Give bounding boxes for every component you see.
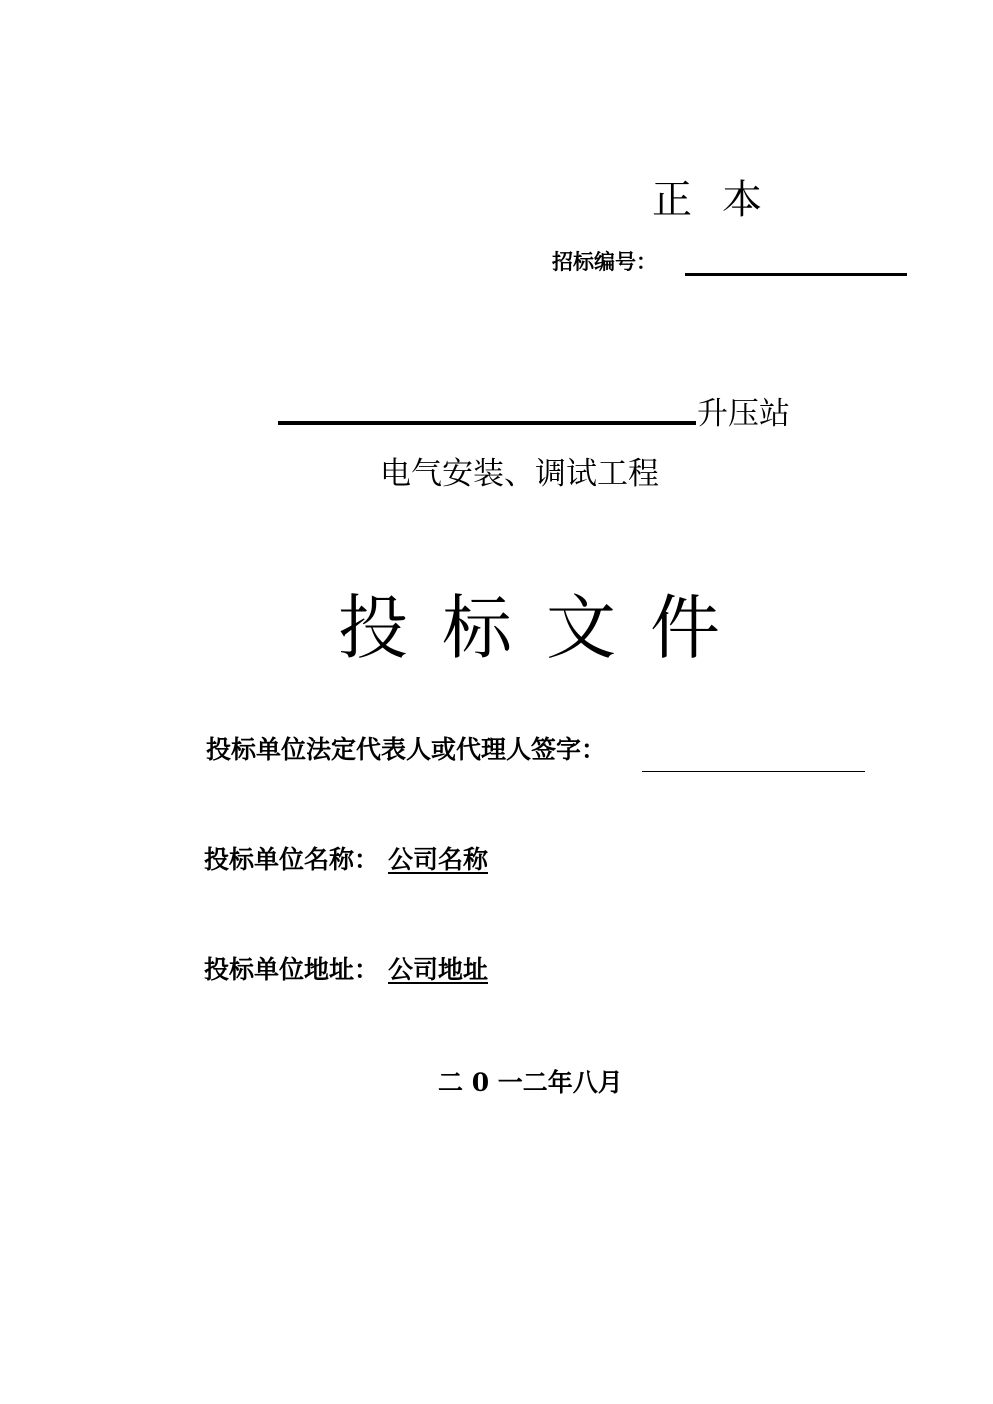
company-name-label: 投标单位名称： <box>204 845 380 874</box>
signature-label: 投标单位法定代表人或代理人签字： <box>206 735 607 764</box>
tender-number-blank <box>685 273 907 276</box>
tender-number-label: 招标编号： <box>552 249 657 274</box>
document-title: 投标文件 <box>338 587 754 669</box>
signature-blank <box>642 771 865 772</box>
project-name-blank <box>278 421 696 425</box>
company-address-value: 公司地址 <box>388 955 489 984</box>
document-date: 二 0 一二年八月 <box>438 1068 623 1097</box>
company-address-label: 投标单位地址： <box>204 955 380 984</box>
copy-mark: 正本 <box>652 177 792 223</box>
project-title: 电气安装、调试工程 <box>380 456 659 492</box>
project-suffix: 升压站 <box>697 396 790 432</box>
company-name-value: 公司名称 <box>388 845 489 874</box>
